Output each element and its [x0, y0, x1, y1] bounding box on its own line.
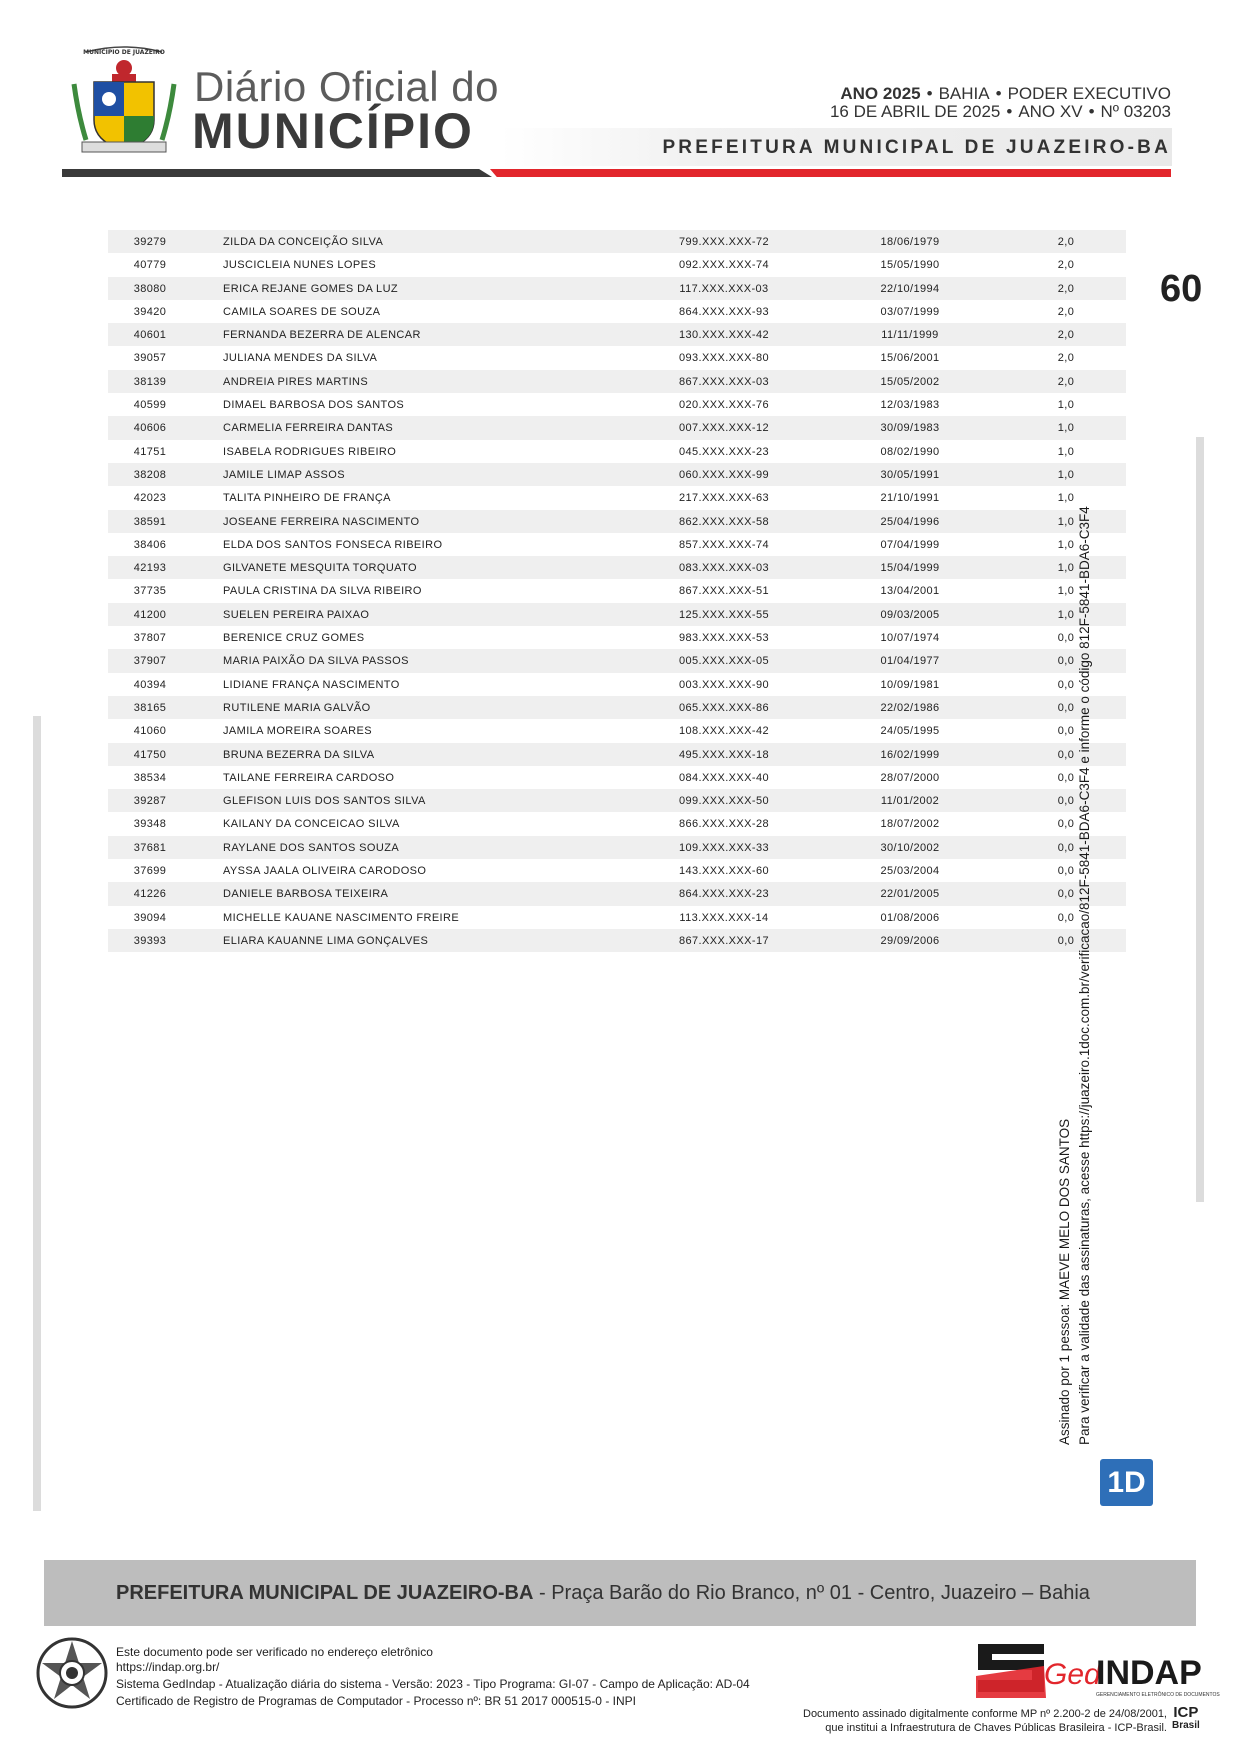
svg-text:Ged: Ged [1044, 1658, 1101, 1691]
icp-logo-text: ICP [1173, 1704, 1199, 1721]
cell-cpf: 108.XXX.XXX-42 [679, 725, 769, 738]
cell-id: 41226 [133, 888, 167, 901]
cell-name: GLEFISON LUIS DOS SANTOS SILVA [223, 795, 426, 808]
header-prefeitura: PREFEITURA MUNICIPAL DE JUAZEIRO-BA [662, 137, 1171, 158]
cell-birthdate: 30/05/1991 [880, 468, 940, 481]
cell-score: 1,0 [1057, 445, 1075, 458]
cell-cpf: 092.XXX.XXX-74 [679, 259, 769, 272]
cell-id: 39279 [133, 236, 167, 248]
cell-cpf: 045.XXX.XXX-23 [679, 445, 769, 458]
cell-cpf: 862.XXX.XXX-58 [679, 515, 769, 528]
svg-text:MUNICÍPIO DE JUAZEIRO: MUNICÍPIO DE JUAZEIRO [83, 49, 165, 56]
table-row [108, 463, 1126, 486]
cell-score: 1,0 [1057, 585, 1075, 598]
cell-name: KAILANY DA CONCEICAO SILVA [223, 818, 400, 831]
footer-system-line: Sistema GedIndap - Atualização diária do sistema - Versão: 2023 - Tipo Programa: GI-07 - Campo de Aplicação: AD-04 [116, 1677, 750, 1691]
cell-name: BERENICE CRUZ GOMES [223, 632, 365, 645]
cell-id: 37807 [133, 632, 167, 645]
svg-text:GERENCIAMENTO ELETRÔNICO DE DO: GERENCIAMENTO ELETRÔNICO DE DOCUMENTOS [1096, 1692, 1220, 1698]
cell-id: 42193 [133, 562, 167, 575]
cell-id: 42023 [133, 492, 167, 505]
cell-name: ELDA DOS SANTOS FONSECA RIBEIRO [223, 538, 443, 551]
cell-id: 40779 [133, 259, 167, 272]
table-row [108, 370, 1126, 393]
cell-score: 2,0 [1057, 329, 1075, 342]
cell-score: 1,0 [1057, 422, 1075, 435]
cell-birthdate: 21/10/1991 [880, 492, 940, 505]
cell-name: AYSSA JAALA OLIVEIRA CARODOSO [223, 865, 427, 878]
table-row [108, 882, 1126, 905]
table-row [108, 929, 1126, 952]
cell-cpf: 217.XXX.XXX-63 [679, 492, 769, 505]
cell-cpf: 005.XXX.XXX-05 [679, 655, 769, 668]
brand-title-municipio: MUNICÍPIO [192, 103, 474, 159]
cell-cpf: 864.XXX.XXX-93 [679, 305, 769, 318]
cell-id: 38591 [133, 515, 167, 528]
cell-birthdate: 15/04/1999 [880, 562, 940, 575]
cell-score: 0,0 [1057, 865, 1075, 878]
table-row [108, 626, 1126, 649]
cell-birthdate: 10/07/1974 [880, 632, 940, 645]
cell-birthdate: 07/04/1999 [880, 538, 940, 551]
cell-score: 1,0 [1057, 399, 1075, 412]
cell-score: 1,0 [1057, 608, 1075, 621]
cell-score: 2,0 [1057, 305, 1075, 318]
cell-birthdate: 08/02/1990 [880, 445, 940, 458]
cell-birthdate: 15/06/2001 [880, 352, 940, 365]
footer-address-text: - Praça Barão do Rio Branco, nº 01 - Centro, Juazeiro – Bahia [533, 1582, 1090, 1604]
header-edition-line-2: 16 DE ABRIL DE 2025 • ANO XV • Nº 03203 [829, 102, 1171, 121]
cell-name: JAMILE LIMAP ASSOS [223, 468, 345, 481]
cell-name: LIDIANE FRANÇA NASCIMENTO [223, 678, 400, 691]
cell-cpf: 867.XXX.XXX-03 [679, 375, 769, 388]
cell-id: 39393 [133, 934, 167, 947]
cell-cpf: 867.XXX.XXX-17 [679, 934, 769, 947]
cell-score: 0,0 [1057, 678, 1075, 691]
cell-id: 40601 [133, 329, 167, 342]
header-state: BAHIA [938, 84, 990, 103]
cell-cpf: 867.XXX.XXX-51 [679, 585, 769, 598]
cell-name: MICHELLE KAUANE NASCIMENTO FREIRE [223, 911, 460, 924]
side-decorative-bar-left [33, 716, 41, 1511]
side-decorative-bar-right [1196, 437, 1204, 1202]
cell-id: 40606 [133, 422, 167, 435]
footer-prefeitura: PREFEITURA MUNICIPAL DE JUAZEIRO-BA [116, 1582, 534, 1604]
cell-name: JOSEANE FERREIRA NASCIMENTO [223, 515, 420, 528]
cell-id: 39094 [133, 911, 167, 924]
cell-id: 38165 [133, 701, 167, 714]
header-volume: ANO XV [1018, 102, 1083, 121]
cell-cpf: 143.XXX.XXX-60 [679, 865, 769, 878]
cell-cpf: 125.XXX.XXX-55 [679, 608, 769, 621]
cell-name: ISABELA RODRIGUES RIBEIRO [223, 445, 397, 458]
cell-name: CAMILA SOARES DE SOUZA [223, 305, 381, 318]
cell-id: 37681 [133, 841, 167, 854]
cell-score: 1,0 [1057, 492, 1075, 505]
cell-birthdate: 10/09/1981 [880, 678, 940, 691]
cell-birthdate: 16/02/1999 [880, 748, 940, 761]
cell-score: 0,0 [1057, 888, 1075, 901]
cell-score: 0,0 [1057, 911, 1075, 924]
cell-name: BRUNA BEZERRA DA SILVA [223, 748, 375, 761]
cell-id: 41200 [133, 608, 167, 621]
header-year: ANO 2025 [840, 84, 921, 103]
cell-id: 38406 [133, 538, 167, 551]
cell-birthdate: 12/03/1983 [880, 399, 940, 412]
icp-logo-subtext: Brasil [1172, 1720, 1200, 1731]
cell-id: 37699 [133, 865, 167, 878]
signature-vertical-text [1055, 506, 1095, 1445]
cell-cpf: 007.XXX.XXX-12 [679, 422, 769, 435]
cell-name: RAYLANE DOS SANTOS SOUZA [223, 841, 400, 854]
cell-score: 1,0 [1057, 515, 1075, 528]
cell-name: JULIANA MENDES DA SILVA [223, 352, 378, 365]
header-edition-line-1: ANO 2025 • BAHIA • PODER EXECUTIVO [840, 84, 1171, 103]
digital-signature-notice-1: Documento assinado digitalmente conforme MP nº 2.200-2 de 24/08/2001, [803, 1708, 1167, 1720]
svg-text:INDAP: INDAP [1096, 1654, 1202, 1692]
cell-id: 38139 [133, 375, 167, 388]
cell-score: 2,0 [1057, 352, 1075, 365]
cell-score: 0,0 [1057, 818, 1075, 831]
cell-birthdate: 11/01/2002 [880, 795, 940, 808]
cell-id: 41750 [133, 748, 167, 761]
cell-cpf: 130.XXX.XXX-42 [679, 329, 769, 342]
footer-cert-line: Certificado de Registro de Programas de Computador - Processo nº: BR 51 2017 000515-0 - INPI [116, 1694, 636, 1708]
cell-cpf: 857.XXX.XXX-74 [679, 538, 769, 551]
cell-birthdate: 18/07/2002 [880, 818, 940, 831]
cell-score: 2,0 [1057, 236, 1075, 248]
cell-cpf: 020.XXX.XXX-76 [679, 399, 769, 412]
cell-score: 2,0 [1057, 282, 1075, 295]
table-row [108, 230, 1126, 253]
cell-score: 2,0 [1057, 259, 1075, 272]
cell-birthdate: 01/04/1977 [880, 655, 940, 668]
cell-id: 41060 [133, 725, 167, 738]
cell-name: DANIELE BARBOSA TEIXEIRA [223, 888, 389, 901]
cell-name: SUELEN PEREIRA PAIXAO [223, 608, 370, 621]
cell-cpf: 983.XXX.XXX-53 [679, 632, 769, 645]
cell-birthdate: 01/08/2006 [880, 911, 940, 924]
table-row [108, 766, 1126, 789]
table-row [108, 789, 1126, 812]
table-row [108, 300, 1126, 323]
table-row [108, 836, 1126, 859]
cell-birthdate: 15/05/2002 [880, 375, 940, 388]
cell-id: 40394 [133, 678, 167, 691]
candidates-table [108, 230, 1126, 952]
cell-birthdate: 30/09/1983 [880, 422, 940, 435]
cell-id: 39348 [133, 818, 167, 831]
header-issue-number: Nº 03203 [1100, 102, 1171, 121]
table-row [108, 859, 1126, 882]
municipal-crest-logo [72, 44, 176, 156]
table-row [108, 743, 1126, 766]
cell-name: FERNANDA BEZERRA DE ALENCAR [223, 329, 421, 342]
cell-id: 41751 [133, 445, 167, 458]
cell-cpf: 864.XXX.XXX-23 [679, 888, 769, 901]
icp-brasil-logo [1172, 1706, 1200, 1731]
cell-cpf: 495.XXX.XXX-18 [679, 748, 769, 761]
cell-id: 37735 [133, 585, 167, 598]
cell-name: PAULA CRISTINA DA SILVA RIBEIRO [223, 585, 422, 598]
cell-score: 0,0 [1057, 841, 1075, 854]
cell-birthdate: 30/10/2002 [880, 841, 940, 854]
table-row [108, 346, 1126, 369]
table-row [108, 533, 1126, 556]
cell-name: ZILDA DA CONCEIÇÃO SILVA [223, 236, 384, 248]
cell-cpf: 084.XXX.XXX-40 [679, 771, 769, 784]
table-row [108, 603, 1126, 626]
footer-verify-link[interactable]: https://indap.org.br/ [116, 1660, 220, 1674]
cell-cpf: 099.XXX.XXX-50 [679, 795, 769, 808]
table-row [108, 253, 1126, 276]
cell-birthdate: 18/06/1979 [880, 236, 940, 248]
header-date: 16 DE ABRIL DE 2025 [829, 102, 1001, 121]
table-row [108, 510, 1126, 533]
cell-id: 38080 [133, 282, 167, 295]
cell-birthdate: 25/04/1996 [880, 515, 940, 528]
cell-score: 0,0 [1057, 795, 1075, 808]
cell-birthdate: 03/07/1999 [880, 305, 940, 318]
cell-name: GILVANETE MESQUITA TORQUATO [223, 562, 417, 575]
cell-name: ERICA REJANE GOMES DA LUZ [223, 282, 399, 295]
cell-score: 1,0 [1057, 468, 1075, 481]
1doc-logo: 1D [1100, 1459, 1153, 1506]
cell-score: 0,0 [1057, 725, 1075, 738]
cell-name: ANDREIA PIRES MARTINS [223, 375, 369, 388]
cell-score: 1,0 [1057, 562, 1075, 575]
cell-id: 39287 [133, 795, 167, 808]
digital-signature-notice-2: que institui a Infraestrutura de Chaves Públicas Brasileira - ICP-Brasil. [825, 1722, 1167, 1734]
cell-score: 0,0 [1057, 655, 1075, 668]
gedindap-logo [976, 1640, 1220, 1702]
cell-id: 38208 [133, 468, 167, 481]
cell-score: 0,0 [1057, 934, 1075, 947]
header-red-bar [490, 169, 1171, 177]
republic-seal-icon [34, 1635, 110, 1711]
cell-cpf: 060.XXX.XXX-99 [679, 468, 769, 481]
cell-birthdate: 22/01/2005 [880, 888, 940, 901]
cell-name: JAMILA MOREIRA SOARES [223, 725, 372, 738]
table-row [108, 393, 1126, 416]
cell-birthdate: 22/10/1994 [880, 282, 940, 295]
signature-verification-line: Para verificar a validade das assinaturas, acesse https://juazeiro.1doc.com.br/verificacao/812F-5841-BDA6-C3F4 e informe o código 812F-5841-BDA6-C3F4 [1077, 506, 1092, 1445]
footer-verify-line: Este documento pode ser verificado no endereço eletrônico [116, 1645, 433, 1659]
cell-birthdate: 24/05/1995 [880, 725, 940, 738]
cell-birthdate: 11/11/1999 [881, 329, 939, 342]
cell-id: 37907 [133, 655, 167, 668]
cell-birthdate: 15/05/1990 [880, 259, 940, 272]
table-row [108, 649, 1126, 672]
footer-address [116, 1582, 1090, 1605]
cell-birthdate: 25/03/2004 [880, 865, 940, 878]
cell-name: RUTILENE MARIA GALVÃO [223, 701, 371, 714]
cell-id: 38534 [133, 771, 167, 784]
cell-name: JUSCICLEIA NUNES LOPES [223, 259, 377, 272]
cell-name: TALITA PINHEIRO DE FRANÇA [223, 492, 391, 505]
cell-score: 2,0 [1057, 375, 1075, 388]
table-row [108, 719, 1126, 742]
cell-id: 39057 [133, 352, 167, 365]
signature-signer-line: Assinado por 1 pessoa: MAEVE MELO DOS SANTOS [1057, 1118, 1072, 1445]
cell-birthdate: 22/02/1986 [880, 701, 940, 714]
cell-birthdate: 09/03/2005 [880, 608, 940, 621]
table-row [108, 696, 1126, 719]
cell-score: 0,0 [1057, 701, 1075, 714]
cell-name: TAILANE FERREIRA CARDOSO [223, 771, 395, 784]
cell-score: 0,0 [1057, 771, 1075, 784]
cell-birthdate: 13/04/2001 [880, 585, 940, 598]
table-row [108, 906, 1126, 929]
cell-cpf: 065.XXX.XXX-86 [679, 701, 769, 714]
cell-id: 40599 [133, 399, 167, 412]
table-row [108, 579, 1126, 602]
cell-cpf: 799.XXX.XXX-72 [679, 236, 769, 248]
table-row [108, 277, 1126, 300]
cell-cpf: 113.XXX.XXX-14 [679, 911, 769, 924]
cell-name: CARMELIA FERREIRA DANTAS [223, 422, 394, 435]
cell-name: DIMAEL BARBOSA DOS SANTOS [223, 399, 405, 412]
cell-cpf: 109.XXX.XXX-33 [679, 841, 769, 854]
cell-id: 39420 [133, 305, 167, 318]
table-row [108, 556, 1126, 579]
cell-cpf: 003.XXX.XXX-90 [679, 678, 769, 691]
cell-cpf: 093.XXX.XXX-80 [679, 352, 769, 365]
cell-score: 0,0 [1057, 632, 1075, 645]
cell-cpf: 117.XXX.XXX-03 [679, 282, 769, 295]
cell-cpf: 866.XXX.XXX-28 [679, 818, 769, 831]
header-branch: PODER EXECUTIVO [1007, 84, 1171, 103]
cell-birthdate: 28/07/2000 [880, 771, 940, 784]
header-dark-bar [62, 169, 492, 177]
page-number: 60 [1160, 268, 1203, 310]
cell-score: 1,0 [1057, 538, 1075, 551]
cell-cpf: 083.XXX.XXX-03 [679, 562, 769, 575]
cell-score: 0,0 [1057, 748, 1075, 761]
brand-title-diario-oficial: Diário Oficial do [194, 63, 499, 110]
table-row [108, 486, 1126, 509]
cell-name: ELIARA KAUANNE LIMA GONÇALVES [223, 934, 429, 947]
table-row [108, 673, 1126, 696]
cell-birthdate: 29/09/2006 [880, 934, 940, 947]
table-row [108, 416, 1126, 439]
cell-name: MARIA PAIXÃO DA SILVA PASSOS [223, 655, 409, 668]
table-row [108, 812, 1126, 835]
table-row [108, 440, 1126, 463]
table-row [108, 323, 1126, 346]
